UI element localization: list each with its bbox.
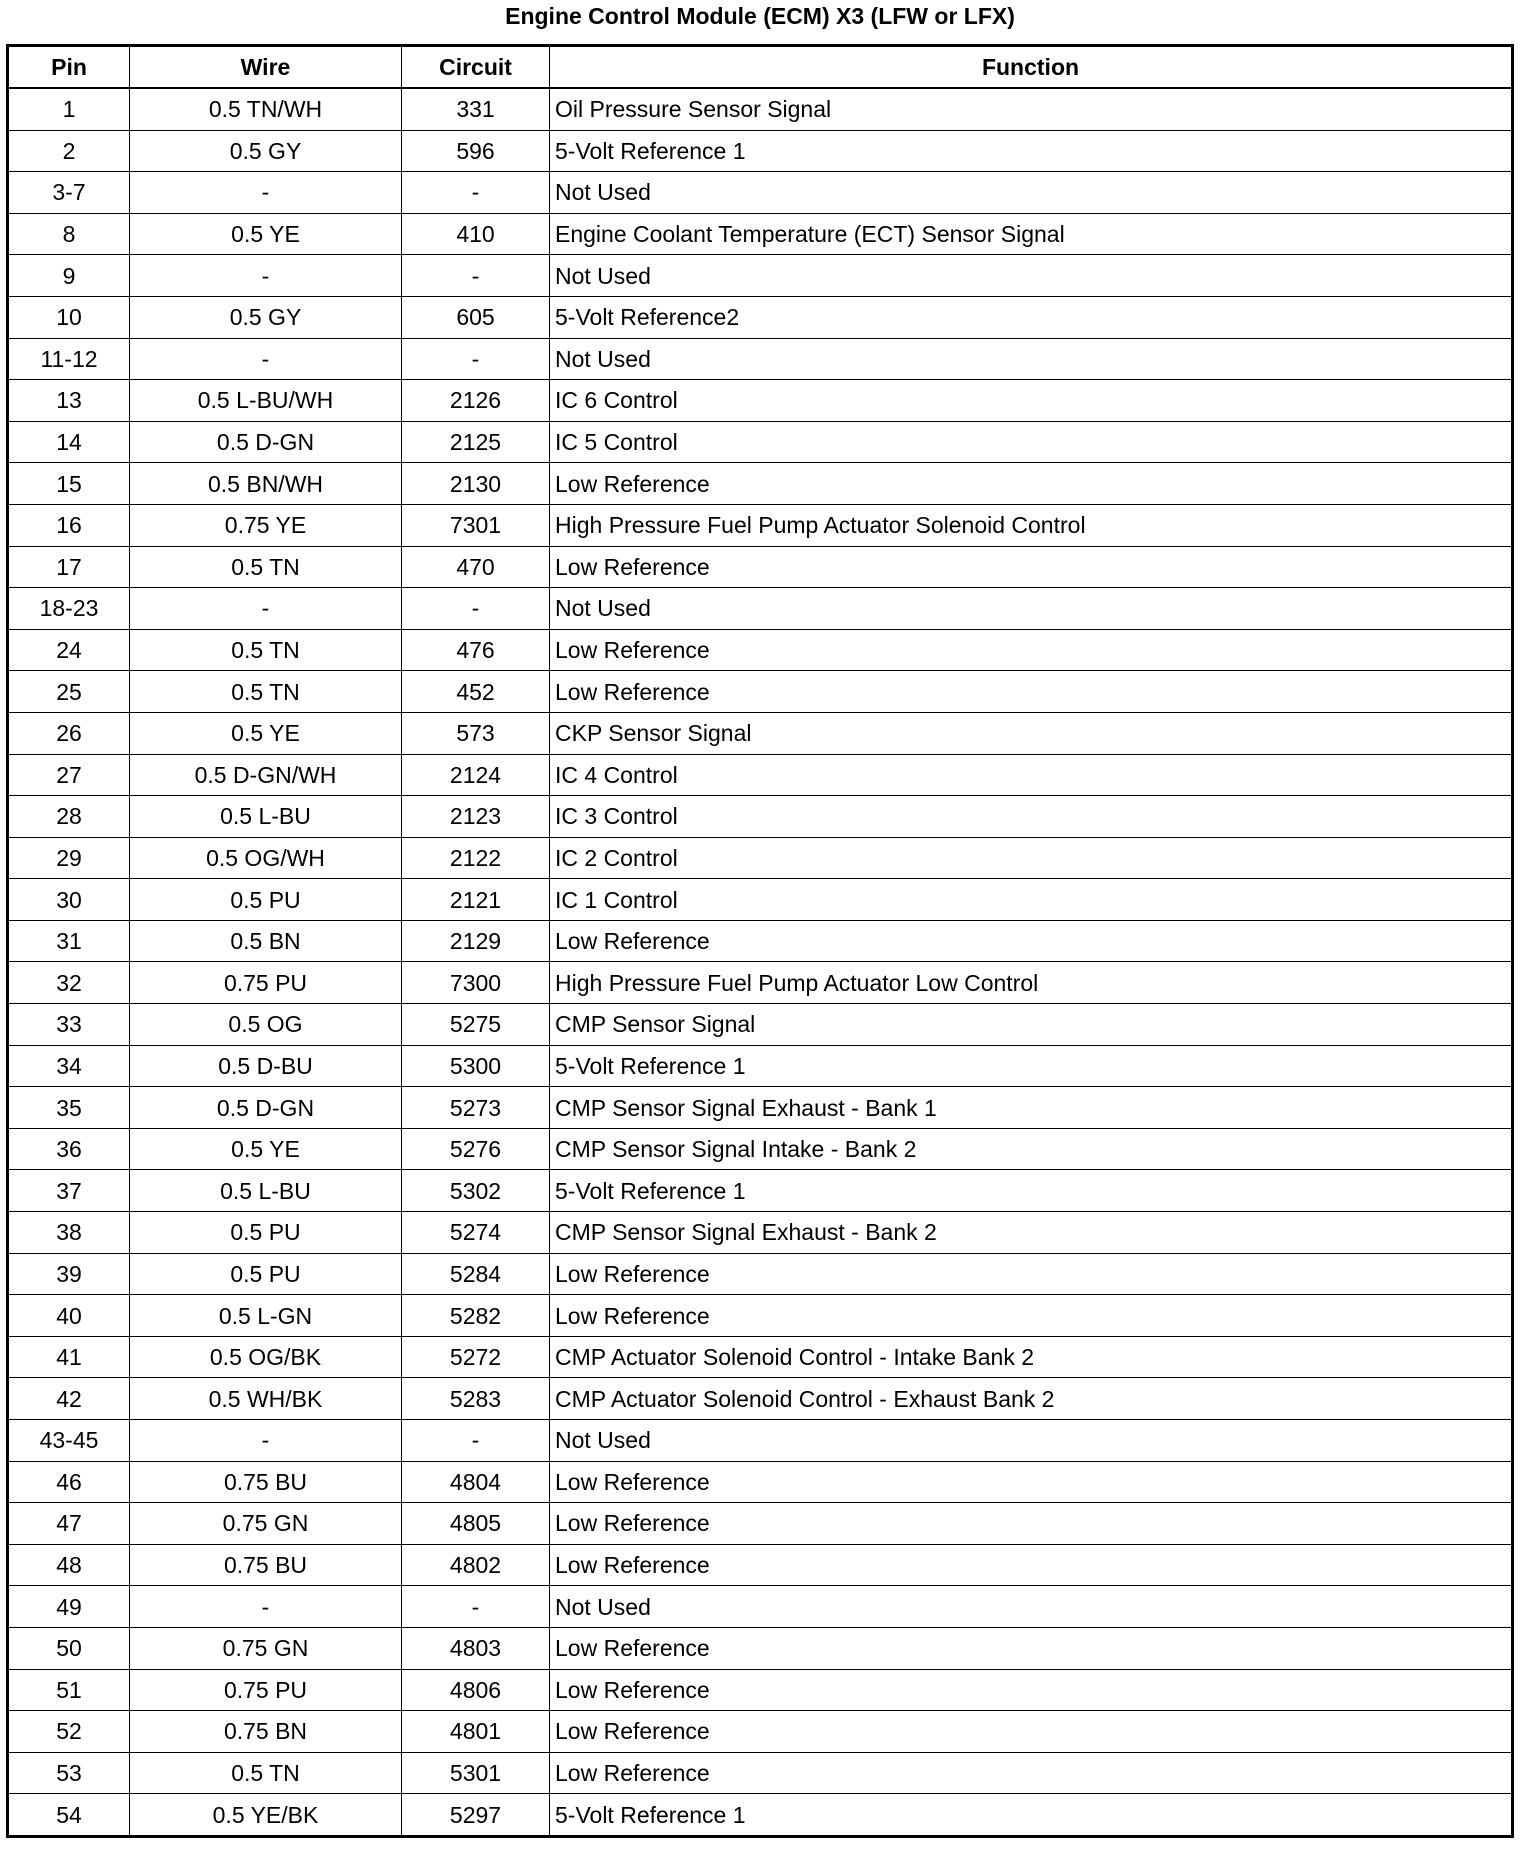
function-cell: Low Reference [550, 1711, 1513, 1753]
circuit-cell: - [402, 588, 550, 630]
pin-cell: 3-7 [8, 172, 130, 214]
function-cell: CMP Sensor Signal Exhaust - Bank 1 [550, 1087, 1513, 1129]
header-circuit: Circuit [402, 46, 550, 89]
wire-cell: - [130, 255, 402, 297]
circuit-cell: 2130 [402, 463, 550, 505]
function-cell: IC 1 Control [550, 879, 1513, 921]
table-row [8, 1503, 1513, 1545]
circuit-cell: - [402, 338, 550, 380]
function-cell: Oil Pressure Sensor Signal [550, 88, 1513, 130]
table-row [8, 712, 1513, 754]
circuit-cell: 4804 [402, 1461, 550, 1503]
circuit-cell: 573 [402, 712, 550, 754]
wire-cell: 0.5 L-BU/WH [130, 380, 402, 422]
circuit-cell: 596 [402, 130, 550, 172]
wire-cell: 0.75 PU [130, 962, 402, 1004]
function-cell: IC 2 Control [550, 837, 1513, 879]
table-row [8, 1378, 1513, 1420]
function-cell: Low Reference [550, 1544, 1513, 1586]
table-row [8, 504, 1513, 546]
circuit-cell: 5274 [402, 1212, 550, 1254]
table-row [8, 1669, 1513, 1711]
pin-cell: 26 [8, 712, 130, 754]
table-row [8, 1627, 1513, 1669]
table-row [8, 1087, 1513, 1129]
wire-cell: - [130, 338, 402, 380]
circuit-cell: 5272 [402, 1336, 550, 1378]
circuit-cell: 5300 [402, 1045, 550, 1087]
header-wire: Wire [130, 46, 402, 89]
table-row [8, 546, 1513, 588]
table-row [8, 1253, 1513, 1295]
table-row [8, 213, 1513, 255]
circuit-cell: 2126 [402, 380, 550, 422]
circuit-cell: 5284 [402, 1253, 550, 1295]
pin-cell: 30 [8, 879, 130, 921]
pinout-table [6, 44, 1514, 1838]
wire-cell: 0.5 L-BU [130, 796, 402, 838]
circuit-cell: 4805 [402, 1503, 550, 1545]
table-row [8, 629, 1513, 671]
circuit-cell: 2125 [402, 421, 550, 463]
wire-cell: 0.5 TN/WH [130, 88, 402, 130]
pin-cell: 53 [8, 1752, 130, 1794]
table-row [8, 421, 1513, 463]
pin-cell: 34 [8, 1045, 130, 1087]
pin-cell: 43-45 [8, 1420, 130, 1462]
table-row [8, 1045, 1513, 1087]
wire-cell: 0.5 YE [130, 712, 402, 754]
wire-cell: - [130, 172, 402, 214]
table-row [8, 172, 1513, 214]
function-cell: Low Reference [550, 920, 1513, 962]
table-header-row [8, 46, 1513, 89]
function-cell: CMP Sensor Signal Exhaust - Bank 2 [550, 1212, 1513, 1254]
pin-cell: 49 [8, 1586, 130, 1628]
circuit-cell: 4803 [402, 1627, 550, 1669]
function-cell: Engine Coolant Temperature (ECT) Sensor Signal [550, 213, 1513, 255]
pin-cell: 41 [8, 1336, 130, 1378]
pin-cell: 36 [8, 1128, 130, 1170]
table-row [8, 588, 1513, 630]
function-cell: Low Reference [550, 1295, 1513, 1337]
table-row [8, 463, 1513, 505]
table-row [8, 1212, 1513, 1254]
pin-cell: 24 [8, 629, 130, 671]
circuit-cell: 470 [402, 546, 550, 588]
table-row [8, 796, 1513, 838]
wire-cell: 0.5 YE [130, 213, 402, 255]
function-cell: CMP Actuator Solenoid Control - Intake Bank 2 [550, 1336, 1513, 1378]
pin-cell: 46 [8, 1461, 130, 1503]
wire-cell: 0.5 GY [130, 130, 402, 172]
circuit-cell: - [402, 1586, 550, 1628]
pin-cell: 25 [8, 671, 130, 713]
wire-cell: 0.5 D-GN/WH [130, 754, 402, 796]
pin-cell: 29 [8, 837, 130, 879]
wire-cell: 0.5 OG/WH [130, 837, 402, 879]
function-cell: Low Reference [550, 1461, 1513, 1503]
function-cell: CMP Sensor Signal [550, 1004, 1513, 1046]
pin-cell: 39 [8, 1253, 130, 1295]
pin-cell: 37 [8, 1170, 130, 1212]
pin-cell: 32 [8, 962, 130, 1004]
circuit-cell: 2122 [402, 837, 550, 879]
pin-cell: 9 [8, 255, 130, 297]
pin-cell: 47 [8, 1503, 130, 1545]
function-cell: CMP Sensor Signal Intake - Bank 2 [550, 1128, 1513, 1170]
wire-cell: 0.75 GN [130, 1503, 402, 1545]
circuit-cell: 331 [402, 88, 550, 130]
table-row [8, 879, 1513, 921]
circuit-cell: 4801 [402, 1711, 550, 1753]
table-row [8, 1752, 1513, 1794]
table-row [8, 296, 1513, 338]
wire-cell: - [130, 1586, 402, 1628]
function-cell: Not Used [550, 1420, 1513, 1462]
wire-cell: 0.75 GN [130, 1627, 402, 1669]
pin-cell: 1 [8, 88, 130, 130]
table-row [8, 1004, 1513, 1046]
pin-cell: 48 [8, 1544, 130, 1586]
pin-cell: 54 [8, 1794, 130, 1837]
function-cell: Low Reference [550, 1627, 1513, 1669]
function-cell: Low Reference [550, 671, 1513, 713]
function-cell: Not Used [550, 588, 1513, 630]
pin-cell: 14 [8, 421, 130, 463]
header-function: Function [550, 46, 1513, 89]
table-row [8, 1336, 1513, 1378]
function-cell: High Pressure Fuel Pump Actuator Solenoid Control [550, 504, 1513, 546]
wire-cell: - [130, 1420, 402, 1462]
table-row [8, 1170, 1513, 1212]
circuit-cell: 5275 [402, 1004, 550, 1046]
wire-cell: 0.75 BU [130, 1461, 402, 1503]
table-row [8, 962, 1513, 1004]
wire-cell: 0.75 BU [130, 1544, 402, 1586]
circuit-cell: 5302 [402, 1170, 550, 1212]
wire-cell: 0.5 PU [130, 879, 402, 921]
function-cell: Not Used [550, 338, 1513, 380]
wire-cell: 0.5 BN/WH [130, 463, 402, 505]
function-cell: IC 4 Control [550, 754, 1513, 796]
circuit-cell: - [402, 255, 550, 297]
wire-cell: 0.5 OG/BK [130, 1336, 402, 1378]
table-row [8, 1420, 1513, 1462]
header-pin: Pin [8, 46, 130, 89]
circuit-cell: 7300 [402, 962, 550, 1004]
function-cell: Low Reference [550, 463, 1513, 505]
function-cell: Low Reference [550, 1669, 1513, 1711]
circuit-cell: - [402, 1420, 550, 1462]
circuit-cell: 452 [402, 671, 550, 713]
table-row [8, 255, 1513, 297]
circuit-cell: 5297 [402, 1794, 550, 1837]
circuit-cell: 476 [402, 629, 550, 671]
table-row [8, 380, 1513, 422]
pin-cell: 15 [8, 463, 130, 505]
wire-cell: 0.5 D-BU [130, 1045, 402, 1087]
function-cell: IC 5 Control [550, 421, 1513, 463]
pin-cell: 50 [8, 1627, 130, 1669]
function-cell: 5-Volt Reference2 [550, 296, 1513, 338]
table-row [8, 1128, 1513, 1170]
wire-cell: 0.5 BN [130, 920, 402, 962]
circuit-cell: 5282 [402, 1295, 550, 1337]
wire-cell: 0.75 YE [130, 504, 402, 546]
circuit-cell: 5283 [402, 1378, 550, 1420]
table-row [8, 1711, 1513, 1753]
pin-cell: 18-23 [8, 588, 130, 630]
function-cell: Low Reference [550, 1253, 1513, 1295]
table-row [8, 1461, 1513, 1503]
document-title: Engine Control Module (ECM) X3 (LFW or LFX) [505, 3, 1015, 29]
pin-cell: 51 [8, 1669, 130, 1711]
function-cell: Not Used [550, 172, 1513, 214]
table-row [8, 1544, 1513, 1586]
pin-cell: 40 [8, 1295, 130, 1337]
table-row [8, 671, 1513, 713]
pin-cell: 35 [8, 1087, 130, 1129]
wire-cell: 0.5 TN [130, 629, 402, 671]
wire-cell: 0.75 BN [130, 1711, 402, 1753]
wire-cell: - [130, 588, 402, 630]
table-row [8, 130, 1513, 172]
wire-cell: 0.5 TN [130, 1752, 402, 1794]
function-cell: IC 3 Control [550, 796, 1513, 838]
wire-cell: 0.5 PU [130, 1253, 402, 1295]
wire-cell: 0.5 L-BU [130, 1170, 402, 1212]
circuit-cell: 5273 [402, 1087, 550, 1129]
circuit-cell: 2121 [402, 879, 550, 921]
wire-cell: 0.5 TN [130, 546, 402, 588]
function-cell: 5-Volt Reference 1 [550, 1045, 1513, 1087]
function-cell: Not Used [550, 255, 1513, 297]
table-row [8, 1295, 1513, 1337]
function-cell: Low Reference [550, 1503, 1513, 1545]
wire-cell: 0.5 D-GN [130, 1087, 402, 1129]
function-cell: IC 6 Control [550, 380, 1513, 422]
pin-cell: 2 [8, 130, 130, 172]
wire-cell: 0.5 PU [130, 1212, 402, 1254]
wire-cell: 0.5 D-GN [130, 421, 402, 463]
pin-cell: 8 [8, 213, 130, 255]
circuit-cell: 2123 [402, 796, 550, 838]
circuit-cell: 2124 [402, 754, 550, 796]
circuit-cell: 5301 [402, 1752, 550, 1794]
wire-cell: 0.75 PU [130, 1669, 402, 1711]
wire-cell: 0.5 YE [130, 1128, 402, 1170]
table-row [8, 88, 1513, 130]
function-cell: Low Reference [550, 1752, 1513, 1794]
circuit-cell: 2129 [402, 920, 550, 962]
function-cell: High Pressure Fuel Pump Actuator Low Control [550, 962, 1513, 1004]
pin-cell: 27 [8, 754, 130, 796]
circuit-cell: 605 [402, 296, 550, 338]
circuit-cell: 4802 [402, 1544, 550, 1586]
circuit-cell: 410 [402, 213, 550, 255]
wire-cell: 0.5 YE/BK [130, 1794, 402, 1837]
wire-cell: 0.5 TN [130, 671, 402, 713]
table-row [8, 1586, 1513, 1628]
circuit-cell: 5276 [402, 1128, 550, 1170]
table-row [8, 338, 1513, 380]
table-row [8, 1794, 1513, 1837]
wire-cell: 0.5 L-GN [130, 1295, 402, 1337]
circuit-cell: 7301 [402, 504, 550, 546]
wire-cell: 0.5 GY [130, 296, 402, 338]
table-row [8, 754, 1513, 796]
circuit-cell: 4806 [402, 1669, 550, 1711]
pin-cell: 17 [8, 546, 130, 588]
function-cell: CKP Sensor Signal [550, 712, 1513, 754]
pin-cell: 52 [8, 1711, 130, 1753]
pin-cell: 31 [8, 920, 130, 962]
pin-cell: 10 [8, 296, 130, 338]
pin-cell: 42 [8, 1378, 130, 1420]
wire-cell: 0.5 WH/BK [130, 1378, 402, 1420]
pin-cell: 11-12 [8, 338, 130, 380]
circuit-cell: - [402, 172, 550, 214]
pin-cell: 38 [8, 1212, 130, 1254]
function-cell: Not Used [550, 1586, 1513, 1628]
table-row [8, 920, 1513, 962]
pin-cell: 28 [8, 796, 130, 838]
function-cell: 5-Volt Reference 1 [550, 1170, 1513, 1212]
pin-cell: 33 [8, 1004, 130, 1046]
function-cell: Low Reference [550, 629, 1513, 671]
function-cell: CMP Actuator Solenoid Control - Exhaust Bank 2 [550, 1378, 1513, 1420]
pin-cell: 13 [8, 380, 130, 422]
table-row [8, 837, 1513, 879]
pin-cell: 16 [8, 504, 130, 546]
function-cell: 5-Volt Reference 1 [550, 1794, 1513, 1837]
function-cell: 5-Volt Reference 1 [550, 130, 1513, 172]
function-cell: Low Reference [550, 546, 1513, 588]
wire-cell: 0.5 OG [130, 1004, 402, 1046]
